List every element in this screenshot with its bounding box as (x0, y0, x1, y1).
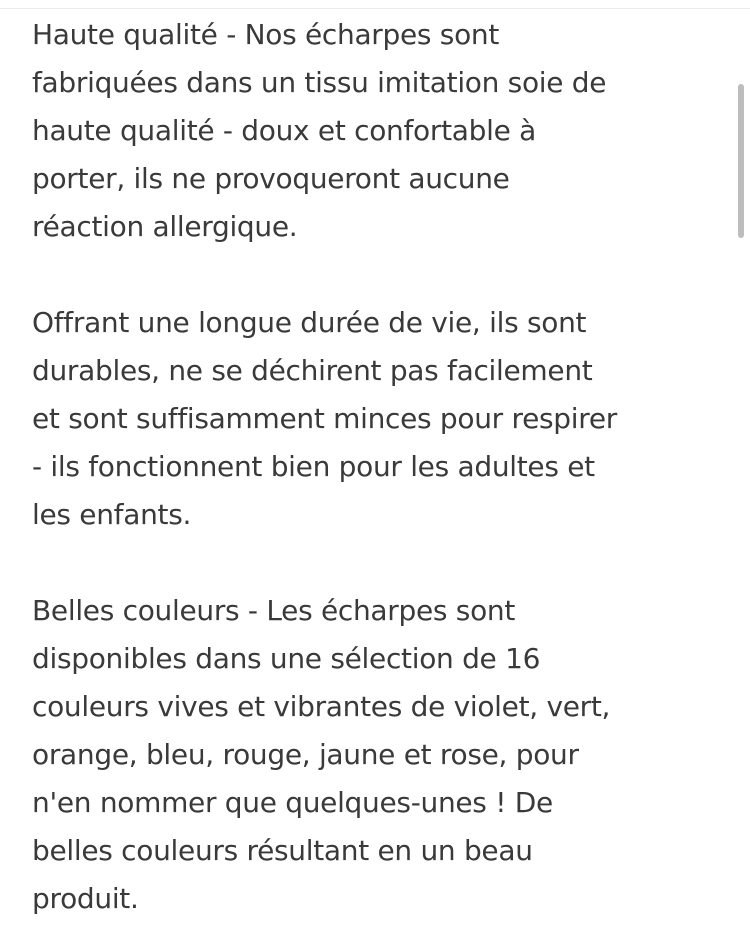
product-description (32, 11, 722, 923)
description-paragraph-colors: Belles couleurs - Les écharpes sont disponibles dans une sélection de 16 couleurs vives et vibrantes de violet, vert, orange, bleu, rouge, jaune et rose, pour n'en nommer que quelques-unes ! De belles couleurs résultant en un beau produit. (32, 594, 611, 915)
top-divider (0, 8, 750, 9)
description-paragraph-durability: Offrant une longue durée de vie, ils sont durables, ne se déchirent pas facilement et sont suffisamment minces pour respirer - ils fonctionnent bien pour les adultes et les enfants. (32, 306, 617, 531)
description-paragraph-quality: Haute qualité - Nos écharpes sont fabriquées dans un tissu imitation soie de haute qualité - doux et confortable à porter, ils ne provoqueront aucune réaction allergique. (32, 18, 607, 243)
scrollbar-thumb[interactable] (738, 84, 744, 238)
